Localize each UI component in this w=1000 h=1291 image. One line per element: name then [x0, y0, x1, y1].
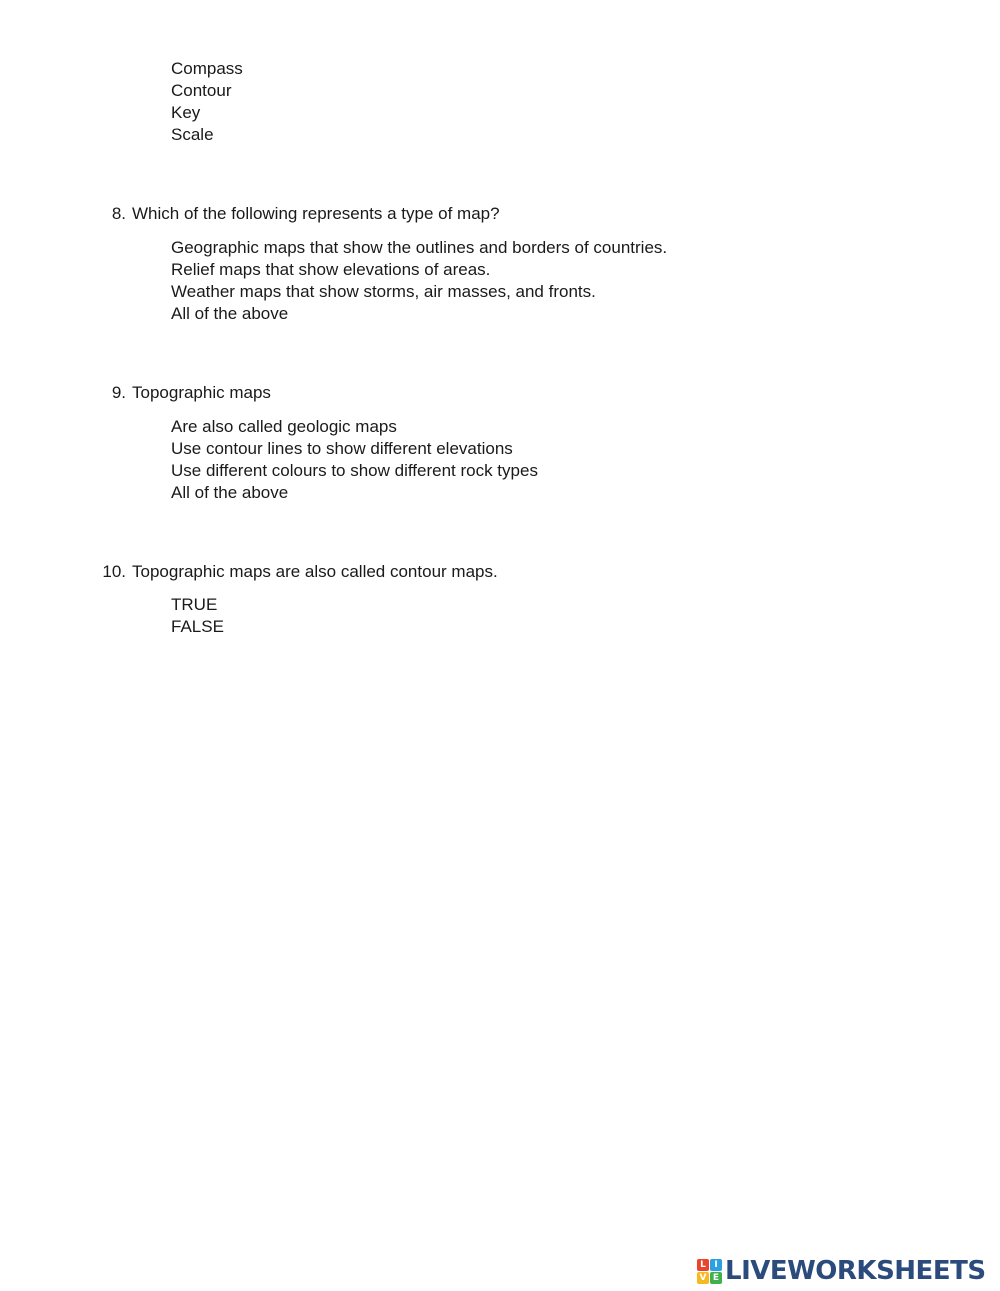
option-text: Weather maps that show storms, air masses, and fronts.	[171, 282, 596, 301]
option-text: TRUE	[171, 595, 218, 614]
question-text: Which of the following represents a type of map?	[132, 204, 500, 223]
option-text: Geographic maps that show the outlines and borders of countries.	[171, 238, 668, 257]
option-text: Use different colours to show different rock types	[171, 461, 538, 480]
logo-text: LIVEWORKSHEETS	[725, 1256, 986, 1286]
option-text: Compass	[171, 59, 243, 78]
option-text: Contour	[171, 81, 232, 100]
question-number: 10.	[102, 562, 126, 581]
option-text: FALSE	[171, 617, 224, 636]
option-text: All of the above	[171, 483, 289, 502]
option-text: All of the above	[171, 304, 289, 323]
question-number: 8.	[111, 204, 126, 223]
logo-mark-cell: L	[697, 1259, 709, 1271]
logo-mark-cell: I	[710, 1259, 722, 1271]
question-text: Topographic maps are also called contour maps.	[132, 562, 498, 581]
option-text: Key	[171, 103, 201, 122]
option-text: Relief maps that show elevations of areas.	[171, 260, 491, 279]
option-text: Are also called geologic maps	[171, 417, 397, 436]
option-text: Scale	[171, 125, 214, 144]
question-8	[0, 202, 1000, 226]
option-text: Use contour lines to show different elevations	[171, 439, 513, 458]
logo-mark-icon	[697, 1259, 722, 1284]
logo-mark-cell: E	[710, 1272, 722, 1284]
liveworksheets-logo	[697, 1256, 986, 1286]
question-10	[0, 560, 1000, 584]
question-9	[0, 381, 1000, 405]
question-text: Topographic maps	[132, 383, 271, 402]
question-number: 9.	[111, 383, 126, 402]
logo-mark-cell: V	[697, 1272, 709, 1284]
